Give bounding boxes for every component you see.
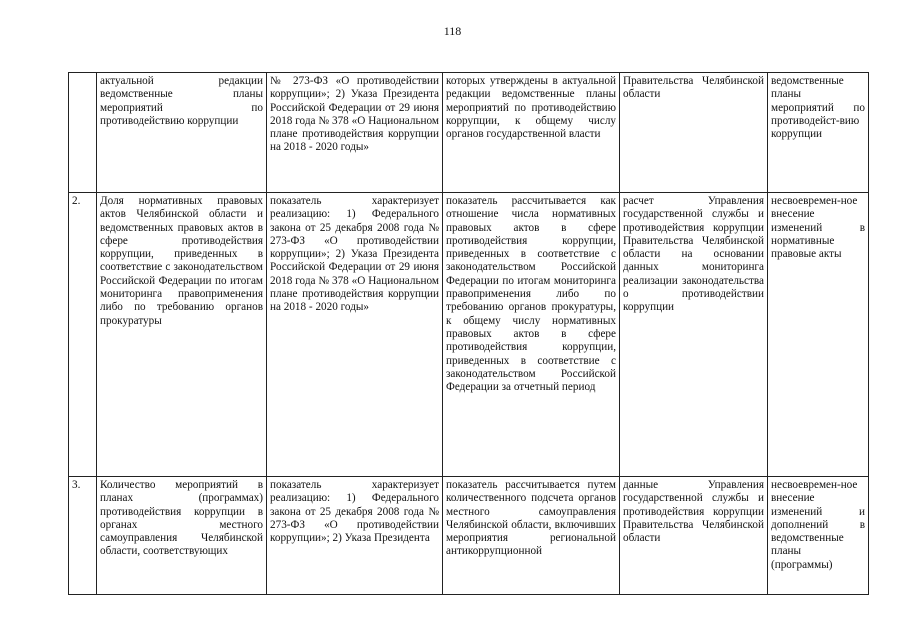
legal-basis-cell: показатель характеризует реализацию: 1) Федерального закона от 25 декабря 2008 года № 273-ФЗ «О противодействии коррупции»; 2) Указа Президента Российской Федерации от 29 июня 2018 года № 378 «О Национальном плане противодействия коррупции на 2018 - 2020 годы» [267, 193, 443, 477]
calculation-method-cell: показатель рассчитывается путем количественного подсчета органов местного самоуправления Челябинской области, включивших мероприятия региональной антикоррупционной [443, 477, 620, 595]
data-source-cell: расчет Управления государственной службы и противодействия коррупции Правительства Челябинской области на основании данных мониторинга реализации законодательства о противодействии коррупции [620, 193, 768, 477]
risk-cell: несвоевремен-ное внесение изменений в нормативные правовые акты [768, 193, 869, 477]
indicator-name-cell: Количество мероприятий в планах (программах) противодействия коррупции в органах местного самоуправления Челябинской области, соответствующих [97, 477, 267, 595]
table-row [69, 73, 869, 193]
legal-basis-cell: № 273-ФЗ «О противодействии коррупции»; 2) Указа Президента Российской Федерации от 29 июня 2018 года № 378 «О Национальном плане противодействия коррупции на 2018 - 2020 годы» [267, 73, 443, 193]
table-row [69, 477, 869, 595]
indicators-table [68, 72, 869, 595]
calculation-method-cell: показатель рассчитывается как отношение числа нормативных правовых актов в сфере противодействия коррупции, приведенных в соответствие с законодательством Российской Федерации по итогам мониторинга правоприменения либо по требованию органов прокуратуры, к общему числу нормативных правовых актов в сфере противодействия коррупции, приведенных в соответствие с законодательством Российской Федерации за отчетный период [443, 193, 620, 477]
row-number: 3. [69, 477, 97, 595]
indicator-name-cell: Доля нормативных правовых актов Челябинской области и ведомственных правовых актов в сфере противодействия коррупции, приведенных в соответствие с законодательством Российской Федерации по итогам мониторинга правоприменения либо по требованию органов прокуратуры [97, 193, 267, 477]
legal-basis-cell: показатель характеризует реализацию: 1) Федерального закона от 25 декабря 2008 года № 273-ФЗ «О противодействии коррупции»; 2) Указа Президента [267, 477, 443, 595]
row-number [69, 73, 97, 193]
risk-cell: ведомственные планы мероприятий по противодейст-вию коррупции [768, 73, 869, 193]
table-row [69, 193, 869, 477]
row-number: 2. [69, 193, 97, 477]
indicator-name-cell: актуальной редакции ведомственные планы мероприятий по противодействию коррупции [97, 73, 267, 193]
data-source-cell: Правительства Челябинской области [620, 73, 768, 193]
calculation-method-cell: которых утверждены в актуальной редакции ведомственные планы мероприятий по противодействию коррупции, к общему числу органов государственной власти [443, 73, 620, 193]
risk-cell: несвоевремен-ное внесение изменений и дополнений в ведомственные планы (программы) [768, 477, 869, 595]
page-number: 118 [443, 24, 462, 38]
data-source-cell: данные Управления государственной службы и противодействия коррупции Правительства Челябинской области [620, 477, 768, 595]
